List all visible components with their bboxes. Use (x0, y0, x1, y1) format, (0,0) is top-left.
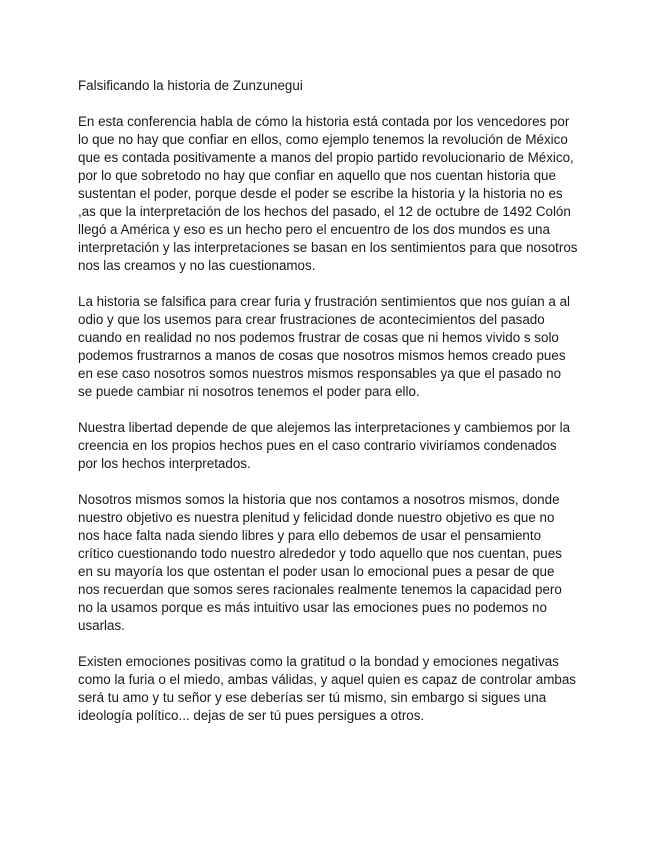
paragraph-4: Nosotros mismos somos la historia que nos contamos a nosotros mismos, donde nuestro objetivo es nuestra plenitud y felicidad donde nuestro objetivo es que no nos hace falta nada siendo libres y para ello debemos de usar el pensamiento crítico cuestionando todo nuestro alrededor y todo aquello que nos cuentan, pues en su mayoría los que ostentan el poder usan lo emocional pues a pesar de que nos recuerdan que somos seres racionales realmente tenemos la capacidad pero no la usamos porque es más intuitivo usar las emociones pues no podemos no usarlas. (78, 492, 562, 633)
document-body (78, 77, 578, 725)
paragraph-3: Nuestra libertad depende de que alejemos las interpretaciones y cambiemos por la creencia en los propios hechos pues en el caso contrario viviríamos condenados por los hechos interpretados. (78, 420, 571, 471)
document-title: Falsificando la historia de Zunzunegui (78, 78, 303, 93)
paragraph-2: La historia se falsifica para crear furia y frustración sentimientos que nos guían a al odio y que los usemos para crear frustraciones de acontecimientos del pasado cuando en realidad no nos podemos frustrar de cosas que ni hemos vivido s solo podemos frustrarnos a manos de cosas que nosotros mismos hemos creado pues en ese caso nosotros somos nuestros mismos responsables ya que el pasado no se puede cambiar ni nosotros tenemos el poder para ello. (78, 294, 570, 399)
paragraph-1: En esta conferencia habla de cómo la historia está contada por los vencedores por lo que no hay que confiar en ellos, como ejemplo tenemos la revolución de México que es contada positivamente a manos del propio partido revolucionario de México, por lo que sobretodo no hay que confiar en aquello que nos cuentan historia que sustentan el poder, porque desde el poder se escribe la historia y la historia no es ,as que la interpretación de los hechos del pasado, el 12 de octubre de 1492 Colón llegó a América y eso es un hecho pero el encuentro de los dos mundos es una interpretación y las interpretaciones se basan en los sentimientos para que nosotros nos las creamos y no las cuestionamos. (78, 114, 578, 273)
paragraph-5: Existen emociones positivas como la gratitud o la bondad y emociones negativas como la furia o el miedo, ambas válidas, y aquel quien es capaz de controlar ambas será tu amo y tu señor y ese deberías ser tú mismo, sin embargo si sigues una ideología político... dejas de ser tú pues persigues a otros. (78, 654, 576, 723)
